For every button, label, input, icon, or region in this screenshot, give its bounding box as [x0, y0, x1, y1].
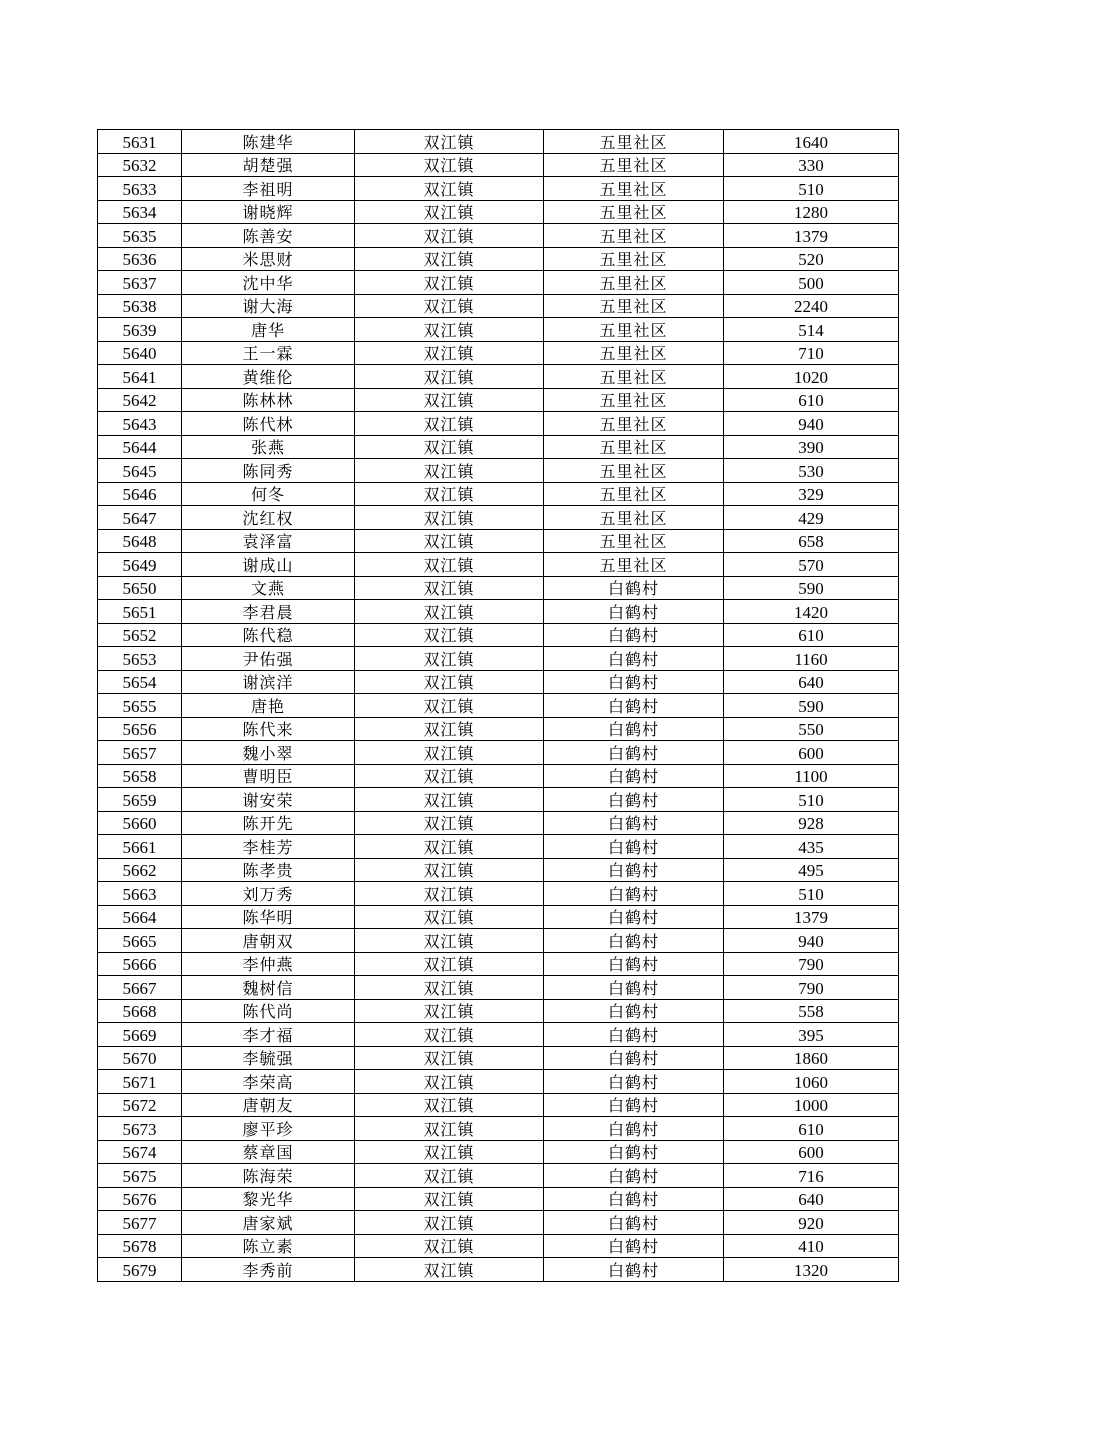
cell-town: 双江镇 — [355, 247, 544, 271]
cell-village: 白鹤村 — [544, 929, 724, 953]
cell-name: 李毓强 — [182, 1046, 355, 1070]
cell-number: 5640 — [98, 341, 182, 365]
table-row — [98, 553, 899, 577]
cell-amount: 510 — [724, 882, 899, 906]
cell-amount: 1000 — [724, 1093, 899, 1117]
table-row — [98, 1046, 899, 1070]
cell-town: 双江镇 — [355, 623, 544, 647]
cell-village: 白鹤村 — [544, 764, 724, 788]
cell-amount: 1860 — [724, 1046, 899, 1070]
cell-amount: 1060 — [724, 1070, 899, 1094]
table-row — [98, 130, 899, 154]
cell-number: 5642 — [98, 388, 182, 412]
table-row — [98, 835, 899, 859]
cell-town: 双江镇 — [355, 1211, 544, 1235]
cell-number: 5679 — [98, 1258, 182, 1282]
table-row — [98, 764, 899, 788]
cell-name: 魏树信 — [182, 976, 355, 1000]
cell-name: 黄维伦 — [182, 365, 355, 389]
cell-amount: 610 — [724, 1117, 899, 1141]
table-row — [98, 1070, 899, 1094]
cell-amount: 640 — [724, 670, 899, 694]
cell-amount: 390 — [724, 435, 899, 459]
cell-name: 陈立素 — [182, 1234, 355, 1258]
table-row — [98, 247, 899, 271]
cell-village: 白鹤村 — [544, 1234, 724, 1258]
cell-number: 5636 — [98, 247, 182, 271]
data-table — [97, 129, 899, 1282]
table-row — [98, 1187, 899, 1211]
cell-village: 白鹤村 — [544, 576, 724, 600]
cell-village: 五里社区 — [544, 200, 724, 224]
cell-village: 白鹤村 — [544, 670, 724, 694]
cell-village: 白鹤村 — [544, 882, 724, 906]
cell-amount: 716 — [724, 1164, 899, 1188]
cell-town: 双江镇 — [355, 647, 544, 671]
cell-village: 白鹤村 — [544, 1164, 724, 1188]
cell-village: 五里社区 — [544, 318, 724, 342]
cell-town: 双江镇 — [355, 294, 544, 318]
cell-town: 双江镇 — [355, 1234, 544, 1258]
cell-amount: 790 — [724, 952, 899, 976]
cell-village: 白鹤村 — [544, 1211, 724, 1235]
cell-number: 5653 — [98, 647, 182, 671]
cell-village: 五里社区 — [544, 459, 724, 483]
cell-town: 双江镇 — [355, 600, 544, 624]
cell-name: 陈代稳 — [182, 623, 355, 647]
cell-name: 陈代来 — [182, 717, 355, 741]
table-body — [98, 130, 899, 1282]
cell-town: 双江镇 — [355, 130, 544, 154]
cell-number: 5652 — [98, 623, 182, 647]
table-row — [98, 858, 899, 882]
cell-town: 双江镇 — [355, 388, 544, 412]
table-row — [98, 717, 899, 741]
cell-amount: 330 — [724, 153, 899, 177]
cell-town: 双江镇 — [355, 177, 544, 201]
cell-name: 曹明臣 — [182, 764, 355, 788]
cell-number: 5649 — [98, 553, 182, 577]
cell-village: 白鹤村 — [544, 1140, 724, 1164]
cell-number: 5675 — [98, 1164, 182, 1188]
cell-number: 5638 — [98, 294, 182, 318]
cell-number: 5660 — [98, 811, 182, 835]
cell-village: 五里社区 — [544, 294, 724, 318]
cell-number: 5639 — [98, 318, 182, 342]
cell-town: 双江镇 — [355, 1140, 544, 1164]
cell-village: 白鹤村 — [544, 1117, 724, 1141]
cell-town: 双江镇 — [355, 929, 544, 953]
cell-town: 双江镇 — [355, 1164, 544, 1188]
cell-town: 双江镇 — [355, 318, 544, 342]
cell-town: 双江镇 — [355, 694, 544, 718]
cell-name: 谢大海 — [182, 294, 355, 318]
cell-amount: 514 — [724, 318, 899, 342]
cell-number: 5647 — [98, 506, 182, 530]
cell-name: 张燕 — [182, 435, 355, 459]
cell-town: 双江镇 — [355, 553, 544, 577]
cell-number: 5677 — [98, 1211, 182, 1235]
cell-name: 李桂芳 — [182, 835, 355, 859]
cell-amount: 530 — [724, 459, 899, 483]
cell-amount: 429 — [724, 506, 899, 530]
cell-village: 五里社区 — [544, 412, 724, 436]
cell-number: 5658 — [98, 764, 182, 788]
cell-village: 白鹤村 — [544, 1046, 724, 1070]
cell-number: 5635 — [98, 224, 182, 248]
cell-town: 双江镇 — [355, 412, 544, 436]
cell-number: 5654 — [98, 670, 182, 694]
cell-amount: 520 — [724, 247, 899, 271]
cell-name: 唐艳 — [182, 694, 355, 718]
cell-name: 陈善安 — [182, 224, 355, 248]
cell-name: 陈开先 — [182, 811, 355, 835]
cell-number: 5670 — [98, 1046, 182, 1070]
cell-village: 白鹤村 — [544, 1187, 724, 1211]
cell-amount: 550 — [724, 717, 899, 741]
cell-village: 白鹤村 — [544, 999, 724, 1023]
table-row — [98, 318, 899, 342]
cell-village: 白鹤村 — [544, 623, 724, 647]
table-row — [98, 435, 899, 459]
cell-name: 文燕 — [182, 576, 355, 600]
cell-number: 5651 — [98, 600, 182, 624]
cell-name: 陈海荣 — [182, 1164, 355, 1188]
cell-amount: 558 — [724, 999, 899, 1023]
cell-town: 双江镇 — [355, 506, 544, 530]
table-row — [98, 952, 899, 976]
cell-amount: 1280 — [724, 200, 899, 224]
table-row — [98, 177, 899, 201]
cell-amount: 1379 — [724, 905, 899, 929]
cell-town: 双江镇 — [355, 200, 544, 224]
cell-amount: 590 — [724, 694, 899, 718]
cell-town: 双江镇 — [355, 153, 544, 177]
cell-number: 5648 — [98, 529, 182, 553]
cell-amount: 658 — [724, 529, 899, 553]
cell-amount: 410 — [724, 1234, 899, 1258]
cell-town: 双江镇 — [355, 835, 544, 859]
cell-name: 刘万秀 — [182, 882, 355, 906]
cell-town: 双江镇 — [355, 1046, 544, 1070]
cell-number: 5632 — [98, 153, 182, 177]
cell-amount: 510 — [724, 177, 899, 201]
table-row — [98, 529, 899, 553]
cell-village: 五里社区 — [544, 224, 724, 248]
cell-number: 5659 — [98, 788, 182, 812]
cell-village: 白鹤村 — [544, 835, 724, 859]
cell-amount: 710 — [724, 341, 899, 365]
cell-name: 陈建华 — [182, 130, 355, 154]
cell-town: 双江镇 — [355, 482, 544, 506]
cell-village: 五里社区 — [544, 553, 724, 577]
cell-amount: 329 — [724, 482, 899, 506]
cell-village: 五里社区 — [544, 506, 724, 530]
cell-amount: 495 — [724, 858, 899, 882]
cell-town: 双江镇 — [355, 764, 544, 788]
cell-town: 双江镇 — [355, 788, 544, 812]
cell-name: 廖平珍 — [182, 1117, 355, 1141]
table-row — [98, 365, 899, 389]
table-row — [98, 1117, 899, 1141]
table-row — [98, 506, 899, 530]
cell-village: 五里社区 — [544, 435, 724, 459]
cell-amount: 1420 — [724, 600, 899, 624]
table-row — [98, 482, 899, 506]
table-row — [98, 1023, 899, 1047]
cell-town: 双江镇 — [355, 858, 544, 882]
cell-name: 袁泽富 — [182, 529, 355, 553]
cell-number: 5650 — [98, 576, 182, 600]
table-row — [98, 576, 899, 600]
cell-number: 5644 — [98, 435, 182, 459]
cell-town: 双江镇 — [355, 576, 544, 600]
cell-amount: 940 — [724, 929, 899, 953]
cell-number: 5671 — [98, 1070, 182, 1094]
cell-number: 5663 — [98, 882, 182, 906]
cell-amount: 1160 — [724, 647, 899, 671]
cell-village: 五里社区 — [544, 247, 724, 271]
cell-amount: 1640 — [724, 130, 899, 154]
cell-name: 李才福 — [182, 1023, 355, 1047]
cell-amount: 790 — [724, 976, 899, 1000]
table-row — [98, 811, 899, 835]
cell-village: 五里社区 — [544, 341, 724, 365]
cell-town: 双江镇 — [355, 999, 544, 1023]
cell-village: 白鹤村 — [544, 788, 724, 812]
cell-name: 陈孝贵 — [182, 858, 355, 882]
cell-number: 5637 — [98, 271, 182, 295]
cell-name: 蔡章国 — [182, 1140, 355, 1164]
cell-name: 何冬 — [182, 482, 355, 506]
cell-town: 双江镇 — [355, 271, 544, 295]
cell-name: 黎光华 — [182, 1187, 355, 1211]
cell-name: 沈红权 — [182, 506, 355, 530]
cell-number: 5666 — [98, 952, 182, 976]
cell-amount: 640 — [724, 1187, 899, 1211]
cell-name: 胡楚强 — [182, 153, 355, 177]
cell-name: 李祖明 — [182, 177, 355, 201]
cell-town: 双江镇 — [355, 224, 544, 248]
cell-amount: 395 — [724, 1023, 899, 1047]
cell-number: 5641 — [98, 365, 182, 389]
cell-amount: 2240 — [724, 294, 899, 318]
cell-amount: 920 — [724, 1211, 899, 1235]
cell-town: 双江镇 — [355, 1187, 544, 1211]
cell-town: 双江镇 — [355, 741, 544, 765]
cell-number: 5667 — [98, 976, 182, 1000]
cell-amount: 600 — [724, 1140, 899, 1164]
cell-number: 5664 — [98, 905, 182, 929]
cell-name: 王一霖 — [182, 341, 355, 365]
cell-amount: 510 — [724, 788, 899, 812]
cell-name: 魏小翠 — [182, 741, 355, 765]
cell-town: 双江镇 — [355, 1023, 544, 1047]
cell-name: 唐华 — [182, 318, 355, 342]
cell-name: 陈代林 — [182, 412, 355, 436]
cell-name: 谢安荣 — [182, 788, 355, 812]
cell-amount: 940 — [724, 412, 899, 436]
cell-name: 李荣高 — [182, 1070, 355, 1094]
table-row — [98, 670, 899, 694]
cell-town: 双江镇 — [355, 670, 544, 694]
cell-town: 双江镇 — [355, 1258, 544, 1282]
table-row — [98, 1258, 899, 1282]
cell-town: 双江镇 — [355, 435, 544, 459]
cell-number: 5676 — [98, 1187, 182, 1211]
table-row — [98, 271, 899, 295]
table-row — [98, 341, 899, 365]
table-row — [98, 1211, 899, 1235]
cell-amount: 600 — [724, 741, 899, 765]
cell-number: 5645 — [98, 459, 182, 483]
table-row — [98, 1093, 899, 1117]
cell-amount: 590 — [724, 576, 899, 600]
table-row — [98, 224, 899, 248]
cell-village: 五里社区 — [544, 177, 724, 201]
cell-village: 白鹤村 — [544, 905, 724, 929]
table-row — [98, 1140, 899, 1164]
table-row — [98, 388, 899, 412]
table-row — [98, 905, 899, 929]
cell-town: 双江镇 — [355, 529, 544, 553]
table-row — [98, 412, 899, 436]
cell-amount: 1020 — [724, 365, 899, 389]
cell-number: 5634 — [98, 200, 182, 224]
cell-village: 白鹤村 — [544, 1023, 724, 1047]
cell-amount: 1379 — [724, 224, 899, 248]
cell-village: 五里社区 — [544, 388, 724, 412]
table-row — [98, 294, 899, 318]
cell-amount: 1320 — [724, 1258, 899, 1282]
table-row — [98, 153, 899, 177]
cell-town: 双江镇 — [355, 811, 544, 835]
cell-town: 双江镇 — [355, 976, 544, 1000]
cell-name: 唐家斌 — [182, 1211, 355, 1235]
cell-village: 白鹤村 — [544, 811, 724, 835]
table-row — [98, 882, 899, 906]
cell-town: 双江镇 — [355, 882, 544, 906]
cell-town: 双江镇 — [355, 365, 544, 389]
cell-number: 5646 — [98, 482, 182, 506]
cell-village: 白鹤村 — [544, 741, 724, 765]
table-row — [98, 999, 899, 1023]
cell-name: 李仲燕 — [182, 952, 355, 976]
cell-number: 5674 — [98, 1140, 182, 1164]
cell-name: 李君晨 — [182, 600, 355, 624]
cell-number: 5655 — [98, 694, 182, 718]
table-row — [98, 976, 899, 1000]
cell-amount: 435 — [724, 835, 899, 859]
cell-town: 双江镇 — [355, 1117, 544, 1141]
table-row — [98, 459, 899, 483]
cell-village: 白鹤村 — [544, 1070, 724, 1094]
cell-town: 双江镇 — [355, 1093, 544, 1117]
table-row — [98, 623, 899, 647]
table-row — [98, 788, 899, 812]
cell-village: 五里社区 — [544, 482, 724, 506]
cell-town: 双江镇 — [355, 459, 544, 483]
cell-name: 李秀前 — [182, 1258, 355, 1282]
cell-number: 5672 — [98, 1093, 182, 1117]
cell-name: 谢滨洋 — [182, 670, 355, 694]
table-row — [98, 1234, 899, 1258]
cell-number: 5643 — [98, 412, 182, 436]
cell-number: 5661 — [98, 835, 182, 859]
table-row — [98, 929, 899, 953]
cell-amount: 610 — [724, 623, 899, 647]
cell-village: 白鹤村 — [544, 1258, 724, 1282]
table-row — [98, 600, 899, 624]
cell-name: 谢晓辉 — [182, 200, 355, 224]
cell-amount: 1100 — [724, 764, 899, 788]
cell-village: 白鹤村 — [544, 717, 724, 741]
cell-name: 唐朝双 — [182, 929, 355, 953]
cell-name: 陈华明 — [182, 905, 355, 929]
cell-number: 5678 — [98, 1234, 182, 1258]
cell-town: 双江镇 — [355, 952, 544, 976]
cell-village: 白鹤村 — [544, 647, 724, 671]
cell-amount: 610 — [724, 388, 899, 412]
cell-town: 双江镇 — [355, 1070, 544, 1094]
cell-town: 双江镇 — [355, 341, 544, 365]
table-row — [98, 200, 899, 224]
cell-number: 5633 — [98, 177, 182, 201]
cell-number: 5631 — [98, 130, 182, 154]
table-row — [98, 741, 899, 765]
cell-name: 沈中华 — [182, 271, 355, 295]
cell-number: 5673 — [98, 1117, 182, 1141]
cell-town: 双江镇 — [355, 905, 544, 929]
cell-number: 5656 — [98, 717, 182, 741]
cell-name: 陈代尚 — [182, 999, 355, 1023]
table-row — [98, 647, 899, 671]
table-row — [98, 694, 899, 718]
cell-village: 白鹤村 — [544, 976, 724, 1000]
cell-name: 米思财 — [182, 247, 355, 271]
cell-village: 五里社区 — [544, 153, 724, 177]
cell-name: 谢成山 — [182, 553, 355, 577]
cell-village: 五里社区 — [544, 130, 724, 154]
cell-village: 白鹤村 — [544, 858, 724, 882]
cell-number: 5657 — [98, 741, 182, 765]
cell-name: 陈林林 — [182, 388, 355, 412]
cell-amount: 500 — [724, 271, 899, 295]
table-row — [98, 1164, 899, 1188]
cell-village: 白鹤村 — [544, 600, 724, 624]
cell-village: 五里社区 — [544, 271, 724, 295]
cell-town: 双江镇 — [355, 717, 544, 741]
cell-amount: 570 — [724, 553, 899, 577]
cell-number: 5662 — [98, 858, 182, 882]
cell-number: 5665 — [98, 929, 182, 953]
cell-name: 唐朝友 — [182, 1093, 355, 1117]
cell-village: 白鹤村 — [544, 694, 724, 718]
cell-village: 五里社区 — [544, 529, 724, 553]
cell-name: 尹佑强 — [182, 647, 355, 671]
cell-village: 白鹤村 — [544, 1093, 724, 1117]
cell-number: 5668 — [98, 999, 182, 1023]
cell-amount: 928 — [724, 811, 899, 835]
cell-village: 白鹤村 — [544, 952, 724, 976]
cell-name: 陈同秀 — [182, 459, 355, 483]
cell-number: 5669 — [98, 1023, 182, 1047]
cell-village: 五里社区 — [544, 365, 724, 389]
